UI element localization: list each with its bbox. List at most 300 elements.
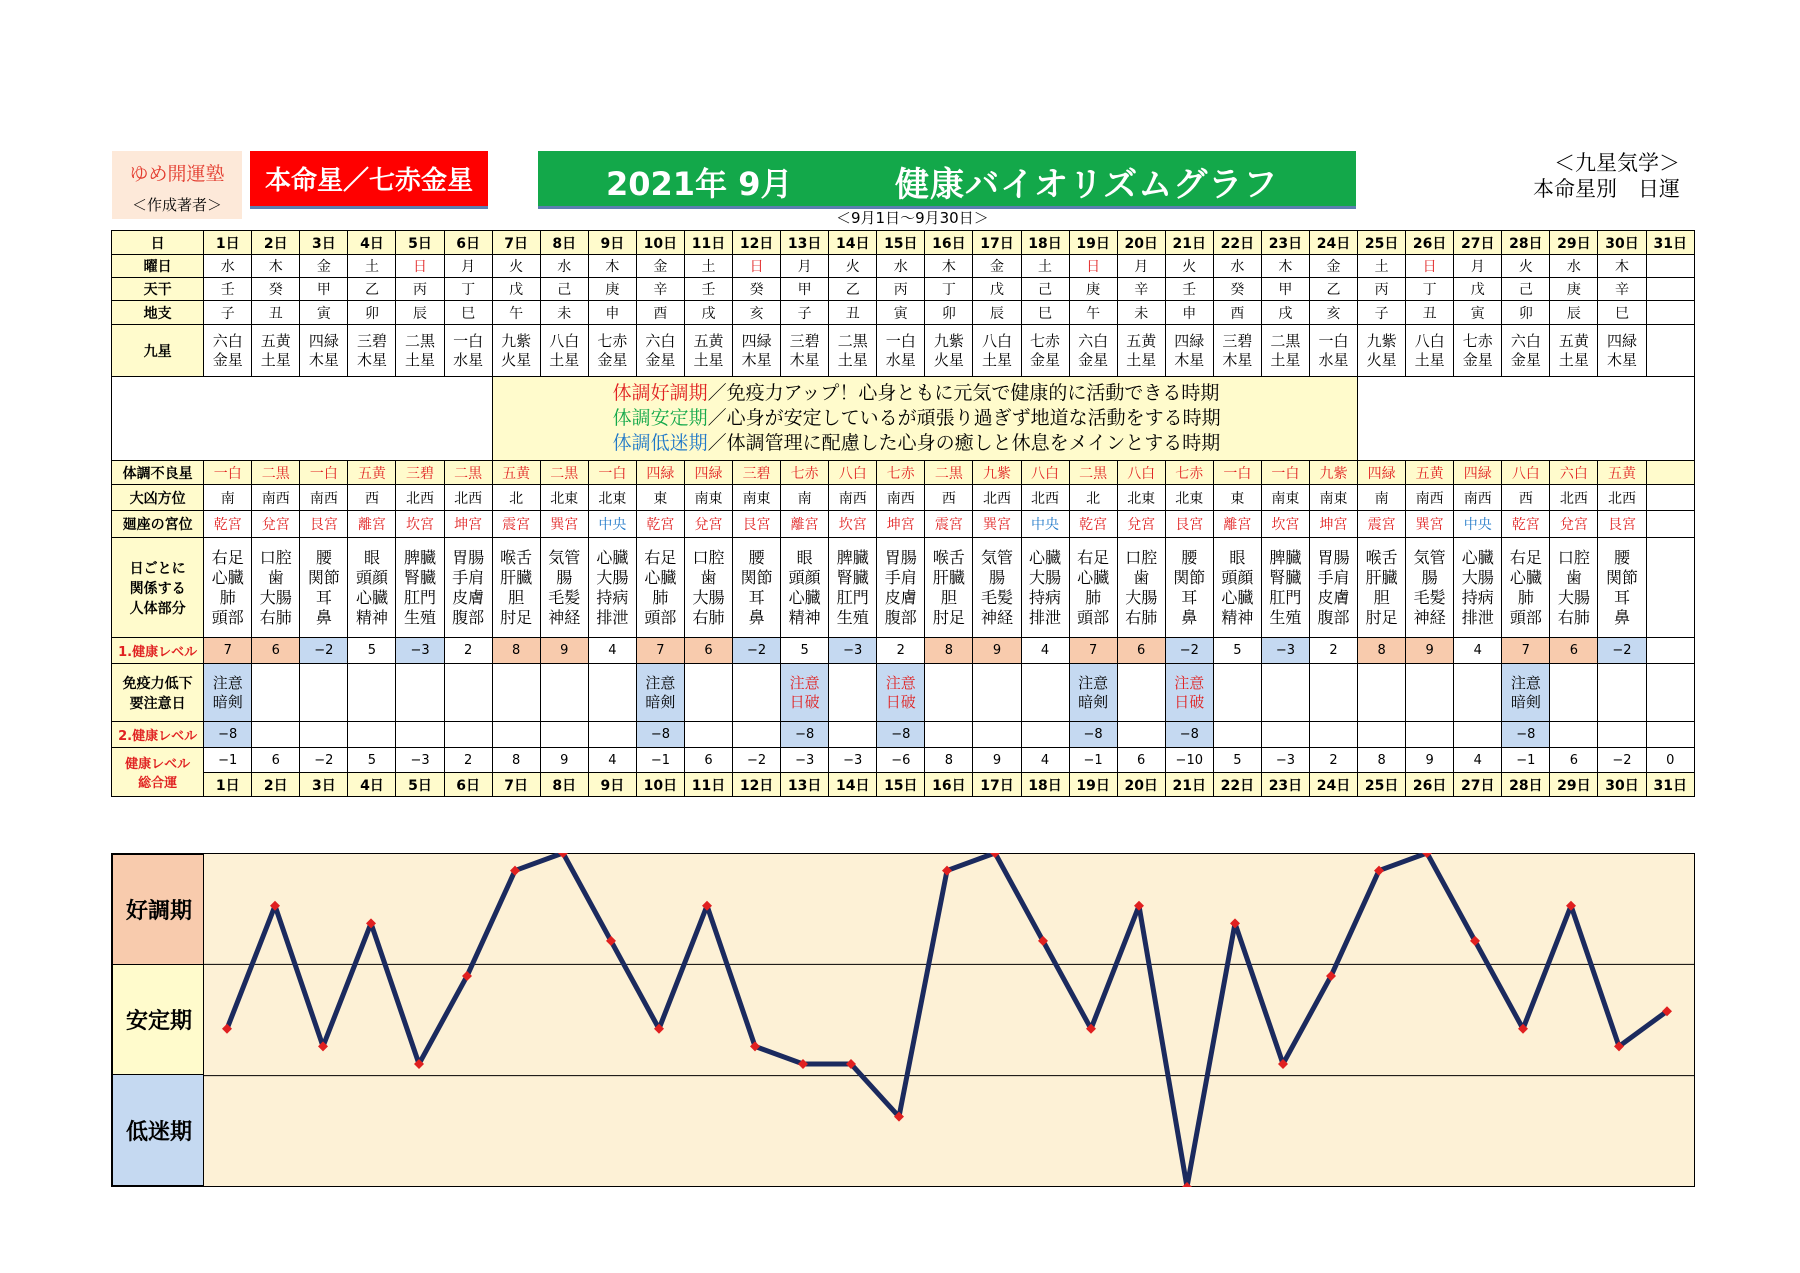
immunity-cell [444,664,492,722]
fuchou-cell: 九紫 [973,461,1021,485]
tenkan-cell: 丙 [877,278,925,301]
body-cell [684,538,732,638]
day-cell: 2日 [252,231,300,255]
fuchou-cell: 八白 [1502,461,1550,485]
body-cell-line: 腸 [988,567,1005,587]
immunity-cell-line: 注意 [1510,673,1541,692]
fuchou-cell: 一白 [204,461,252,485]
phase-desc: ／体調管理に配慮した心身の癒しと休息をメインとする時期 [707,432,1221,454]
day-footer-cell: 29日 [1550,773,1598,797]
body-cell [204,538,252,638]
kyusei-cell-line: 一白 [1318,331,1349,350]
immunity-cell [1646,664,1694,722]
level1-label: 1.健康レベル [112,638,204,664]
kyusei-cell-line: 火星 [1366,350,1397,369]
kyusei-cell-line: 六白 [1078,331,1109,350]
tenkan-cell: 辛 [1117,278,1165,301]
immunity-cell-line: 注意 [212,673,243,692]
immunity-cell [1021,664,1069,722]
daikyou-cell [1646,485,1694,511]
body-cell-line: 大腸 [1029,567,1062,587]
level1-cell: 6 [252,638,300,664]
day-footer-cell: 30日 [1598,773,1646,797]
daikyou-cell: 南西 [252,485,300,511]
fuchou-cell: 四緑 [636,461,684,485]
day-cell: 13日 [781,231,829,255]
tenkan-cell: 丙 [396,278,444,301]
kyusei-cell-line: 土星 [549,350,580,369]
body-cell-line: 心臓 [1077,567,1110,587]
level2-cell [540,722,588,748]
weekday-cell: 水 [877,255,925,278]
day-footer-cell: 13日 [781,773,829,797]
kyusei-cell-line: 六白 [645,331,676,350]
organization-box [112,151,242,219]
chishi-cell: 亥 [733,301,781,325]
immunity-cell [348,664,396,722]
phase-term: 体調低迷期 [612,432,708,454]
level2-label: 2.健康レベル [112,722,204,748]
chishi-cell: 戌 [1261,301,1309,325]
level1-cell: 9 [540,638,588,664]
kaiza-cell: 坎宮 [396,511,444,538]
kyusei-cell [925,325,973,377]
kyusei-cell-line: 五黄 [1558,331,1589,350]
body-cell-line: 手肩 [1317,567,1350,587]
body-cell-line: 関節 [1605,567,1638,587]
weekday-cell: 木 [1598,255,1646,278]
kyusei-cell [1454,325,1502,377]
tenkan-cell: 己 [1021,278,1069,301]
body-cell-line: 毛髪 [980,587,1013,607]
total-cell: −3 [396,748,444,773]
kyusei-cell-line: 四緑 [1174,331,1205,350]
kyusei-cell-line: 金星 [212,350,243,369]
total-cell: 9 [1406,748,1454,773]
body-cell [588,538,636,638]
weekday-cell: 土 [1021,255,1069,278]
day-footer-cell: 31日 [1646,773,1694,797]
daikyou-cell: 南東 [1261,485,1309,511]
total-cell: 6 [684,748,732,773]
fuchou-cell: 五黄 [1406,461,1454,485]
body-cell [733,538,781,638]
day-cell: 28日 [1502,231,1550,255]
weekday-cell: 木 [252,255,300,278]
level1-cell [1646,638,1694,664]
year-month: 2021年 9月 [606,165,793,203]
body-cell-line: 毛髪 [1413,587,1446,607]
total-cell: −1 [1502,748,1550,773]
day-footer-cell: 27日 [1454,773,1502,797]
body-cell-line: 関節 [1173,567,1206,587]
total-row [112,748,1695,773]
body-cell-line: 肛門 [836,587,869,607]
level2-cell [1261,722,1309,748]
kyusei-cell-line: 七赤 [1462,331,1493,350]
fuchou-cell: 三碧 [396,461,444,485]
daikyou-cell: 北西 [444,485,492,511]
biorhythm-table [111,230,1695,797]
daikyou-cell: 南 [1358,485,1406,511]
day-footer-cell: 5日 [396,773,444,797]
level2-cell [733,722,781,748]
tenkan-cell: 壬 [204,278,252,301]
immunity-cell-line: 注意 [1174,673,1205,692]
day-footer-cell: 8日 [540,773,588,797]
body-cell-line: 腹部 [884,607,917,627]
level2-cell [829,722,877,748]
tenkan-label: 天干 [112,278,204,301]
level2-cell [684,722,732,748]
immunity-cell [1213,664,1261,722]
body-cell-line: 神経 [548,607,581,627]
body-cell-line: 肘足 [500,607,533,627]
total-cell: 6 [1117,748,1165,773]
weekday-cell: 火 [829,255,877,278]
kyusei-row [112,325,1695,377]
level1-cell: 6 [1117,638,1165,664]
body-cell-line: 持病 [596,587,629,607]
body-cell-line: 持病 [1029,587,1062,607]
body-cell [1550,538,1598,638]
tenkan-cell: 丙 [1358,278,1406,301]
body-cell-line: 耳 [748,587,765,607]
weekday-cell: 月 [1117,255,1165,278]
day-footer-cell: 18日 [1021,773,1069,797]
level2-cell [1309,722,1357,748]
body-cell-line: 大腸 [259,587,292,607]
day-row [112,231,1695,255]
immunity-cell [1598,664,1646,722]
fuchou-cell: 一白 [1213,461,1261,485]
daikyou-cell: 北西 [1021,485,1069,511]
kaiza-cell: 震宮 [925,511,973,538]
organization-name: ゆめ開運塾 [129,163,225,185]
kyusei-cell-line: 木星 [1222,350,1253,369]
tenkan-cell: 乙 [829,278,877,301]
daikyou-cell: 南東 [733,485,781,511]
total-cell: 5 [348,748,396,773]
daikyou-cell: 南東 [684,485,732,511]
body-cell-line: 口腔 [1557,547,1590,567]
chishi-cell: 酉 [636,301,684,325]
immunity-cell-line: 注意 [885,673,916,692]
total-cell: 8 [1358,748,1406,773]
body-cell-line: 頭部 [211,607,244,627]
daikyou-cell: 北西 [396,485,444,511]
weekday-cell: 月 [1454,255,1502,278]
level1-cell: 2 [877,638,925,664]
kyusei-cell-line: 木星 [356,350,387,369]
body-cell-line: 脾臓 [836,547,869,567]
level1-cell: −2 [1165,638,1213,664]
kyusei-cell [540,325,588,377]
immunity-cell [877,664,925,722]
total-cell: −2 [733,748,781,773]
weekday-cell: 日 [733,255,781,278]
body-cell-line: 皮膚 [452,587,485,607]
weekday-cell: 金 [1309,255,1357,278]
body-cell [540,538,588,638]
kyusei-cell [1309,325,1357,377]
kyusei-cell-line: 土星 [405,350,436,369]
kyusei-cell-line: 金星 [1078,350,1109,369]
tenkan-cell: 甲 [781,278,829,301]
day-footer-cell: 26日 [1406,773,1454,797]
weekday-cell: 火 [1165,255,1213,278]
body-cell [1165,538,1213,638]
body-cell-line: 持病 [1461,587,1494,607]
body-cell-line: 排泄 [1029,607,1062,627]
chishi-cell: 酉 [1213,301,1261,325]
kaiza-cell: 乾宮 [636,511,684,538]
body-cell-line: 右足 [1509,547,1542,567]
day-footer-cell: 17日 [973,773,1021,797]
body-cell-line: 鼻 [748,607,765,627]
level1-cell: −3 [829,638,877,664]
immunity-cell [588,664,636,722]
body-cell-line: 生殖 [404,607,437,627]
total-cell: −10 [1165,748,1213,773]
body-cell-line: 心臓 [1029,547,1062,567]
level2-cell [1550,722,1598,748]
level1-cell: −2 [300,638,348,664]
tenkan-cell: 甲 [300,278,348,301]
daikyou-cell: 東 [1213,485,1261,511]
kyusei-cell [973,325,1021,377]
kyusei-cell-line: 金星 [1462,350,1493,369]
kaiza-cell: 中央 [1021,511,1069,538]
level2-cell [492,722,540,748]
body-cell-line: 腰 [1613,547,1630,567]
body-cell-line: 右肺 [259,607,292,627]
weekday-cell: 木 [925,255,973,278]
weekday-cell: 土 [1358,255,1406,278]
level1-cell: 6 [1550,638,1598,664]
chishi-cell: 寅 [300,301,348,325]
body-cell [492,538,540,638]
weekday-cell: 土 [348,255,396,278]
body-cell-line: 腎臓 [836,567,869,587]
weekday-cell: 水 [1550,255,1598,278]
daikyou-cell: 南東 [1309,485,1357,511]
daikyou-cell: 南西 [877,485,925,511]
kyusei-cell-line: 三碧 [356,331,387,350]
day-footer-row [112,773,1695,797]
body-cell [1213,538,1261,638]
kyusei-heading-line2: 本命星別 日運 [1533,177,1680,201]
total-cell: 2 [444,748,492,773]
immunity-cell [204,664,252,722]
body-cell-line: 肛門 [404,587,437,607]
kyusei-cell-line: 金星 [1510,350,1541,369]
body-cell-line: 右足 [644,547,677,567]
kyusei-cell [1213,325,1261,377]
tenkan-cell: 丁 [444,278,492,301]
level2-cell [300,722,348,748]
body-cell [973,538,1021,638]
level1-cell: 7 [1069,638,1117,664]
immunity-row [112,664,1695,722]
immunity-cell [1117,664,1165,722]
day-cell: 14日 [829,231,877,255]
body-cell-line: 腎臓 [404,567,437,587]
day-cell: 9日 [588,231,636,255]
body-cell-line: 眼 [1229,547,1246,567]
phase-description [493,381,1357,406]
tenkan-cell: 戊 [492,278,540,301]
body-cell-line: 眼 [363,547,380,567]
kyusei-cell [252,325,300,377]
level1-cell: −2 [733,638,781,664]
daikyou-cell: 南西 [829,485,877,511]
body-cell-line: 腸 [1421,567,1438,587]
kaiza-cell: 巽宮 [540,511,588,538]
notice-text [492,377,1357,461]
day-footer-cell: 9日 [588,773,636,797]
kaiza-label: 廻座の宮位 [112,511,204,538]
chishi-cell: 辰 [396,301,444,325]
weekday-cell: 金 [636,255,684,278]
fuchou-label: 体調不良星 [112,461,204,485]
kyusei-cell [300,325,348,377]
daikyou-cell: 北東 [1165,485,1213,511]
kyusei-cell-line: 九紫 [501,331,532,350]
immunity-cell [1309,664,1357,722]
total-cell: −3 [1261,748,1309,773]
kyusei-cell [877,325,925,377]
fuchou-cell: 八白 [829,461,877,485]
day-footer-cell: 24日 [1309,773,1357,797]
day-cell: 1日 [204,231,252,255]
chishi-cell: 未 [1117,301,1165,325]
body-cell-line: 皮膚 [1317,587,1350,607]
chishi-cell: 巳 [444,301,492,325]
kyusei-cell [1117,325,1165,377]
body-cell-line: 関節 [307,567,340,587]
body-cell-line: 心臓 [596,547,629,567]
body-cell [1069,538,1117,638]
chishi-cell: 寅 [1454,301,1502,325]
body-cell-line: 肝臓 [932,567,965,587]
total-cell: 8 [492,748,540,773]
body-cell-line: 生殖 [836,607,869,627]
body-cell-line: 肺 [219,587,236,607]
fuchou-cell: 八白 [1021,461,1069,485]
daikyou-label: 大凶方位 [112,485,204,511]
fuchou-cell: 二黒 [925,461,973,485]
organization-subtitle: ＜作成著者＞ [131,196,222,214]
day-label: 日 [112,231,204,255]
total-cell: −1 [204,748,252,773]
immunity-cell [973,664,1021,722]
level2-cell: −8 [781,722,829,748]
day-cell: 25日 [1358,231,1406,255]
body-cell-line: 肺 [1517,587,1534,607]
body-cell-line: 心臓 [355,587,388,607]
chishi-cell: 巳 [1598,301,1646,325]
body-cell-line: 気管 [548,547,581,567]
kyusei-heading [1533,150,1680,202]
weekday-cell: 月 [444,255,492,278]
kyusei-cell [1502,325,1550,377]
body-cell [1358,538,1406,638]
kyusei-cell-line: 木星 [1174,350,1205,369]
kyusei-cell-line: 水星 [453,350,484,369]
body-cell-line: 大腸 [1461,567,1494,587]
weekday-cell: 火 [492,255,540,278]
kyusei-cell-line: 木星 [789,350,820,369]
level2-cell: −8 [877,722,925,748]
body-cell-line: 腸 [556,567,573,587]
kyusei-cell-line: 土星 [1270,350,1301,369]
total-cell: 6 [252,748,300,773]
level2-cell: −8 [1165,722,1213,748]
day-footer-cell: 14日 [829,773,877,797]
body-cell-line: 喉舌 [932,547,965,567]
fuchou-cell: 四緑 [684,461,732,485]
level1-cell: 8 [925,638,973,664]
body-cell [1454,538,1502,638]
immunity-cell [733,664,781,722]
body-cell [1406,538,1454,638]
chishi-cell: 午 [492,301,540,325]
tenkan-cell [1646,278,1694,301]
day-cell: 8日 [540,231,588,255]
total-cell: 9 [540,748,588,773]
body-cell-line: 肘足 [932,607,965,627]
body-cell-line: 口腔 [1125,547,1158,567]
level2-cell [1021,722,1069,748]
immunity-cell [1261,664,1309,722]
kyusei-cell [1261,325,1309,377]
body-cell-line: 肝臓 [500,567,533,587]
day-footer-cell: 7日 [492,773,540,797]
level1-cell: 7 [636,638,684,664]
plot-area [203,853,1695,1187]
body-label-line: 日ごとに [129,560,186,577]
daikyou-cell: 東 [636,485,684,511]
day-footer-cell: 16日 [925,773,973,797]
kyusei-cell-line: 三碧 [1222,331,1253,350]
kaiza-cell: 坎宮 [829,511,877,538]
body-cell-line: 神経 [1413,607,1446,627]
total-label-line: 総合運 [138,776,178,791]
body-cell-line: 頭顔 [788,567,821,587]
chishi-label: 地支 [112,301,204,325]
body-cell-line: 手肩 [884,567,917,587]
kaiza-cell: 兌宮 [252,511,300,538]
kaiza-cell: 中央 [588,511,636,538]
level1-cell: 4 [1021,638,1069,664]
immunity-cell-line: 暗剣 [1078,692,1109,711]
total-cell: 4 [1454,748,1502,773]
kaiza-cell: 離宮 [348,511,396,538]
kyusei-cell [733,325,781,377]
body-cell-line: 腹部 [452,607,485,627]
level1-cell: 6 [684,638,732,664]
kyusei-cell [1358,325,1406,377]
chishi-cell: 子 [204,301,252,325]
immunity-cell [1550,664,1598,722]
weekday-row [112,255,1695,278]
daikyou-cell: 北 [1069,485,1117,511]
kaiza-cell: 艮宮 [300,511,348,538]
kaiza-cell: 坎宮 [1261,511,1309,538]
body-cell-line: 胃腸 [452,547,485,567]
date-range: ＜9月1日～9月30日＞ [836,209,989,227]
